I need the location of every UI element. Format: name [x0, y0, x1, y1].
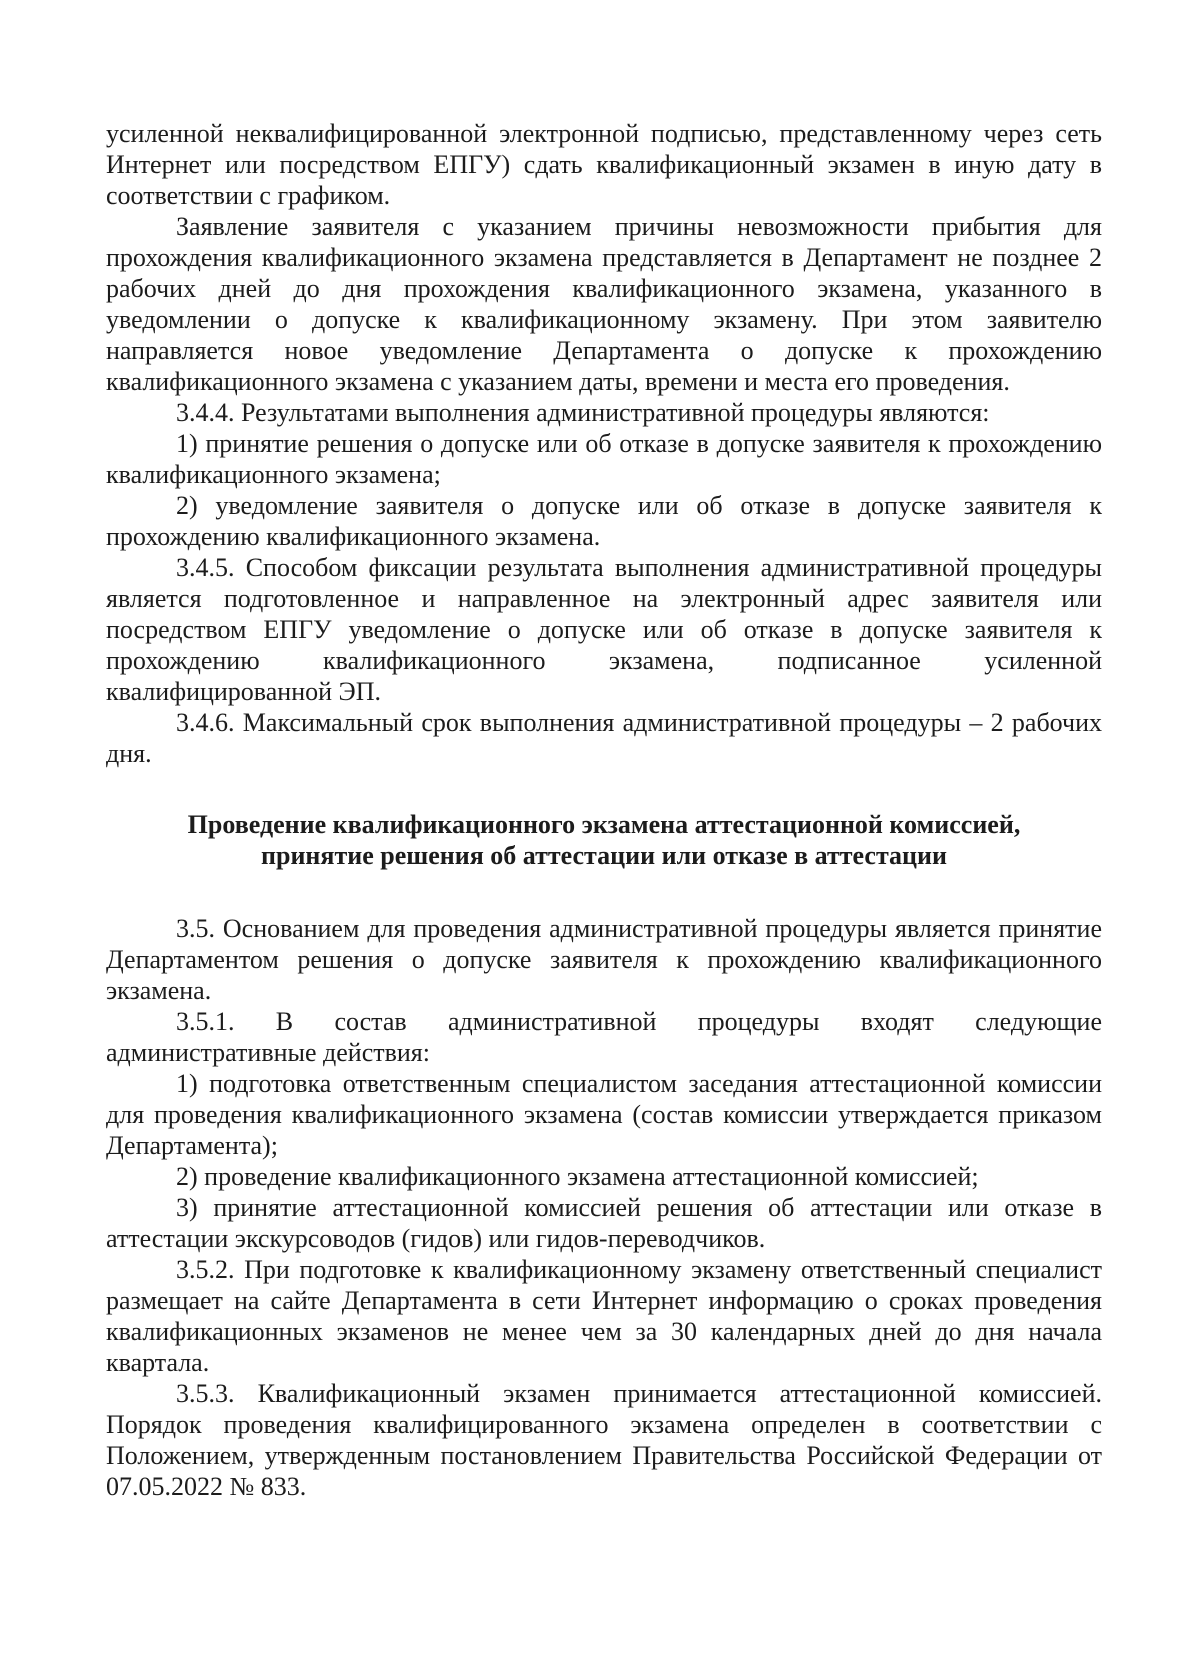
section-heading-line-2: принятие решения об аттестации или отказе в аттестации: [261, 841, 947, 870]
list-item-3-5-1-3: 3) принятие аттестационной комиссией решения об аттестации или отказе в аттестации экскурсоводов (гидов) или гидов-переводчиков.: [106, 1193, 1102, 1253]
paragraph-3-5-2: 3.5.2. При подготовке к квалификационному экзамену ответственный специалист размещает на сайте Департамента в сети Интернет информацию о сроках проведения квалификационных экзаменов не менее чем за 30 календарных дней до дня начала квартала.: [106, 1255, 1102, 1377]
paragraph-continuation: усиленной неквалифицированной электронной подписью, представленному через сеть Интернет или посредством ЕПГУ) сдать квалификационный экзамен в иную дату в соответствии с графиком.: [106, 119, 1102, 210]
paragraph-3-5: 3.5. Основанием для проведения административной процедуры является принятие Департаментом решения о допуске заявителя к прохождению квалификационного экзамена.: [106, 914, 1102, 1005]
list-item-3-5-1-1: 1) подготовка ответственным специалистом заседания аттестационной комиссии для проведения квалификационного экзамена (состав комиссии утверждается приказом Департамента);: [106, 1069, 1102, 1160]
paragraph-statement-reason: Заявление заявителя с указанием причины невозможности прибытия для прохождения квалификационного экзамена представляется в Департамент не позднее 2 рабочих дней до дня прохождения квалификационного экзамена, указанного в уведомлении о допуске к квалификационному экзамену. При этом заявителю направляется новое уведомление Департамента о допуске к прохождению квалификационного экзамена с указанием даты, времени и места его проведения.: [106, 212, 1102, 396]
section-heading: [106, 809, 1102, 871]
section-heading-line-1: Проведение квалификационного экзамена аттестационной комиссией,: [187, 810, 1021, 839]
paragraph-3-5-3: 3.5.3. Квалификационный экзамен принимается аттестационной комиссией. Порядок проведения квалифицированного экзамена определен в соответствии с Положением, утвержденным постановлением Правительства Российской Федерации от 07.05.2022 № 833.: [106, 1379, 1102, 1501]
paragraph-3-4-5: 3.4.5. Способом фиксации результата выполнения административной процедуры является подготовленное и направленное на электронный адрес заявителя или посредством ЕПГУ уведомление о допуске или об отказе в допуске заявителя к прохождению квалификационного экзамена, подписанное усиленной квалифицированной ЭП.: [106, 553, 1102, 706]
section-before-heading: [106, 118, 1102, 769]
paragraph-3-5-1: 3.5.1. В состав административной процедуры входят следующие административные действия:: [106, 1007, 1102, 1067]
list-item-3-4-4-1: 1) принятие решения о допуске или об отказе в допуске заявителя к прохождению квалификационного экзамена;: [106, 429, 1102, 489]
paragraph-3-4-6: 3.4.6. Максимальный срок выполнения административной процедуры – 2 рабочих дня.: [106, 708, 1102, 768]
section-after-heading: [106, 913, 1102, 1502]
list-item-3-5-1-2: 2) проведение квалификационного экзамена аттестационной комиссией;: [176, 1162, 979, 1191]
paragraph-3-4-4: 3.4.4. Результатами выполнения административной процедуры являются:: [176, 398, 990, 427]
list-item-3-4-4-2: 2) уведомление заявителя о допуске или об отказе в допуске заявителя к прохождению квалификационного экзамена.: [106, 491, 1102, 551]
